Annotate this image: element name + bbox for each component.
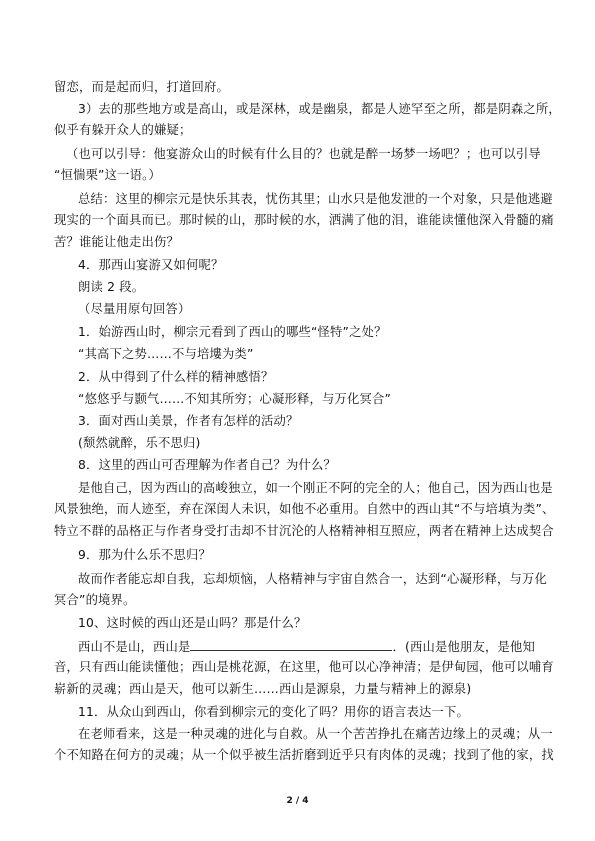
text-line: 崭新的灵魂；西山是天，他可以新生……西山是源泉，力量与精神上的源泉)	[54, 682, 472, 696]
fill-blank-underline	[190, 638, 392, 651]
text-line: 故而作者能忘却自我，忘却烦恼，人格精神与宇宙自然合一，达到“心凝形释，与万化	[78, 572, 547, 586]
text-line: 9．那为什么乐不思归？	[78, 548, 211, 562]
text-line: 是他自己，因为西山的高峻独立，如一个刚正不阿的完全的人；他自己，因为西山也是	[78, 481, 553, 495]
text-line: 特立不群的品格正与作者身受打击却不甘沉沦的人格精神相互照应，两者在精神上达成契合	[54, 524, 554, 538]
text-line: 个不知路在何方的灵魂；从一个似乎被生活折磨到近乎只有肉体的灵魂；找到了他的家，找	[54, 748, 554, 762]
text-line: “其高下之势……不与培塿为类”	[78, 347, 254, 361]
text-line: 在老师看来，这是一种灵魂的进化与自救。从一个苦苦挣扎在痛苦边缘上的灵魂；从一	[78, 727, 553, 741]
text-line: （也可以引导：他宴游众山的时候有什么目的？也就是醉一场梦一场吧？；也可以引导	[66, 147, 541, 161]
text-line: 留恋，而是起而归，打道回府。	[54, 80, 229, 94]
text-line: 总结：这里的柳宗元是快乐其表，忧伤其里；山水只是他发泄的一个对象，只是他逃避	[78, 192, 553, 206]
text-line: 似乎有躲开众人的嫌疑；	[54, 123, 192, 137]
text-line: “悠悠乎与颢气……不知其所穷；心凝形释，与万化冥合”	[78, 392, 392, 406]
text-line: 2．从中得到了什么样的精神感悟？	[78, 370, 274, 384]
text-line: 音，只有西山能读懂他；西山是桃花源，在这里，他可以心净神清；是伊甸园，他可以哺育	[54, 660, 554, 674]
text-line: (颓然就醉，乐不思归)	[78, 436, 201, 450]
text-line: 朗读 2 段。	[78, 280, 145, 294]
text-line: 苦？谁能让他走出伤？	[54, 235, 179, 249]
text-line: 10、这时候的西山还是山吗？那是什么？	[78, 616, 307, 630]
text-line: 风景独绝，而人迹至，弃在深闺人未识，如他不必重用。自然中的西山其“不与培填为类”、	[54, 502, 555, 516]
text-line: 4．那西山宴游又如何呢？	[78, 258, 224, 272]
text-line: 3．面对西山美景，作者有怎样的活动？	[78, 414, 299, 428]
text-line-with-blank	[78, 638, 535, 655]
text-line: 现实的一个面具而已。那时候的山，那时候的水，洒满了他的泪，谁能读懂他深入骨髓的痛	[54, 213, 554, 227]
fill-blank-prompt: 西山不是山，西山是	[78, 640, 191, 654]
text-line: “恒惴栗”这一语。）	[54, 168, 161, 182]
text-line: 11．从众山到西山，你看到柳宗元的变化了吗？用你的语言表达一下。	[78, 705, 469, 719]
text-line: 1．始游西山时，柳宗元看到了西山的哪些“怪特”之处？	[78, 325, 387, 339]
text-line: 冥合”的境界。	[54, 593, 136, 607]
fill-blank-answer: ．(西山是他朋友，是他知	[392, 640, 535, 654]
page-number: 2 / 4	[286, 796, 309, 806]
text-line: 3）去的那些地方或是高山，或是深林，或是幽泉，都是人迹罕至之所，都是阴森之所，	[78, 102, 561, 116]
text-line: （尽量用原句回答）	[78, 302, 191, 316]
text-line: 8．这里的西山可否理解为作者自己？为什么？	[78, 458, 336, 472]
